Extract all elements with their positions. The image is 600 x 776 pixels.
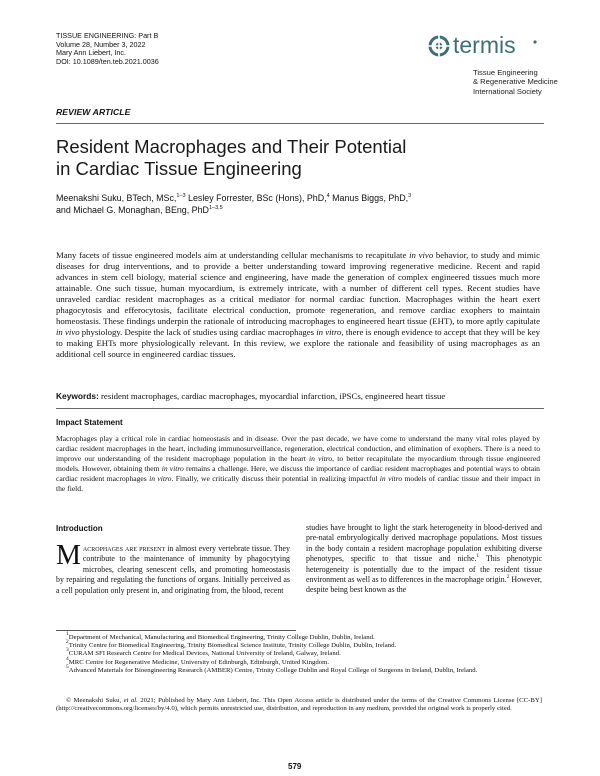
- affiliation-1: [56, 631, 544, 642]
- title-line-1: Resident Macrophages and Their Potential: [56, 136, 407, 157]
- affiliation-text: Advanced Materials for Bioengineering Research (AMBER) Centre, Trinity College Dublin and Royal College of Surgeons in Ireland, Dublin, Ireland.: [68, 666, 478, 674]
- impact-italic: in vitro: [309, 453, 333, 463]
- impact-text: models of cardiac tissue and their impact in the field.: [56, 473, 540, 493]
- author-1: Meenakshi Suku, BTech, MSc,: [56, 193, 177, 203]
- logo-caption: [473, 68, 558, 96]
- author-3-affil: 3: [408, 193, 412, 199]
- termis-emblem-icon: [428, 35, 450, 57]
- impact-text: Macrophages play a critical role in cardiac homeostasis and in disease. Over the past decade, we have come to understand the many vital roles played by cardiac resident macrophages in the heart, including immunosurveillance, regeneration, electrical conduction, and elimination of exophers. There is a need to improve our understanding of the resident macrophage population in the heart: [56, 434, 540, 463]
- affiliation-3: [56, 647, 544, 658]
- termis-wordmark: termis: [453, 34, 516, 58]
- impact-italic: in vitro: [161, 463, 184, 473]
- journal-publisher: Mary Ann Liebert, Inc.: [56, 48, 126, 58]
- journal-doi: DOI: 10.1089/ten.teb.2021.0036: [56, 56, 159, 66]
- journal-volume: Volume 28, Number 3, 2022: [56, 39, 146, 49]
- abstract-italic: in vivo: [56, 326, 80, 337]
- author-2: Lesley Forrester, BSc (Hons), PhD,: [185, 193, 327, 203]
- logo-line-3: International Society: [473, 86, 542, 96]
- header-rule: [56, 123, 544, 124]
- logo-line-1: Tissue Engineering: [473, 68, 538, 77]
- article-type: REVIEW ARTICLE: [56, 107, 131, 117]
- footnote-rule: [56, 630, 296, 631]
- journal-info: [56, 32, 159, 66]
- page-number: 579: [288, 762, 302, 771]
- journal-name: TISSUE ENGINEERING: Part B: [56, 31, 159, 40]
- abstract-text: behavior, to study and mimic diseases for drug interventions, and to provide a better understanding toward improving regenerative medicine. Recent and rapid advances in stem cell biology, material science and engineering, have made the generation of complex engineered tissues much more attainable. One such tissue, human myocardium, is extremely intricate, with a number of different cell types. Recent studies have unraveled cardiac resident macrophages as a critical mediator for normal cardiac function. Macrophages within the heart exert phagocytosis and efferocytosis, facilitate electrical conduction, promote regeneration, and remove cardiac exophers to maintain homeostasis. These findings underpin the rationale of introducing macrophages to engineered heart tissue (EHT), to more aptly capitulate: [56, 250, 540, 326]
- affiliation-number: 4: [66, 655, 69, 662]
- abstract-italic: in vitro: [316, 326, 342, 337]
- intro-column-1: [56, 540, 290, 596]
- keywords-label: Keywords:: [56, 391, 99, 401]
- abstract-text: physiology. Despite the lack of studies using cardiac macrophages: [79, 326, 317, 337]
- affiliation-number: 5: [66, 663, 69, 670]
- keywords-rule: [56, 408, 544, 409]
- abstract-italic: in vivo: [409, 250, 434, 260]
- author-4-affil: 1–3,5: [208, 205, 223, 211]
- license-notice: [56, 697, 542, 713]
- abstract: [56, 250, 540, 360]
- affiliations: [56, 631, 544, 675]
- author-1-affil: 1–3: [176, 193, 186, 199]
- affiliation-text: Trinity Centre for Biomedical Engineering, Trinity Biomedical Science Institute, Trinity College Dublin, Dublin, Ireland.: [68, 642, 397, 650]
- author-2-affil: 4: [326, 193, 330, 199]
- keywords-text: resident macrophages, cardiac macrophages, myocardial infarction, iPSCs, engineered heart tissue: [98, 391, 446, 401]
- introduction-heading: Introduction: [56, 524, 103, 533]
- citation: 1: [476, 553, 480, 560]
- impact-italic: in vitro: [379, 473, 403, 483]
- affiliation-number: 1: [66, 631, 69, 637]
- title-line-2: in Cardiac Tissue Engineering: [56, 157, 302, 179]
- impact-italic: in vitro: [149, 473, 172, 483]
- drop-cap: M: [56, 540, 81, 571]
- license-italic: et al.: [123, 697, 138, 704]
- intro-text: However, despite being best known as the: [306, 575, 542, 595]
- author-3: Manus Biggs, PhD,: [329, 193, 409, 203]
- affiliation-text: MRC Centre for Regenerative Medicine, University of Edinburgh, Edinburgh, United Kingdom.: [68, 658, 330, 666]
- keywords: [56, 391, 544, 401]
- intro-text: This phenotypic heterogeneity is potentially due to the impact of the resident tissue environment as well as to differences in the macrophage origin.: [306, 554, 542, 585]
- logo-line-2: & Regenerative Medicine: [473, 77, 558, 87]
- impact-statement: [56, 434, 540, 494]
- intro-text: studies have brought to light the stark heterogeneity in blood-derived and pre-natal embryologically derived macrophage populations. Most tissues in the body contain a resident macrophage population exhibiting diverse phenotypes, specific to that tissue and niche.: [306, 523, 542, 564]
- impact-text: . Finally, we critically discuss their potential in realizing impactful: [171, 473, 380, 483]
- intro-smallcaps: acrophages are present: [82, 544, 166, 553]
- impact-heading: Impact Statement: [56, 418, 123, 427]
- affiliation-5: [56, 663, 544, 675]
- article-title: [56, 136, 406, 179]
- intro-column-2: [306, 523, 542, 596]
- citation: 2: [506, 574, 510, 581]
- affiliation-text: CURAM SFI Research Centre for Medical Devices, National University of Ireland, Galway, Ireland.: [68, 650, 341, 658]
- abstract-text: Many facets of tissue engineered models aim at understanding cellular mechanisms to recapitulate: [56, 250, 410, 260]
- impact-text: remains a challenge. Here, we discuss the importance of cardiac resident macrophages and potential ways to obtain cardiac resident macrophages: [56, 463, 540, 483]
- abstract-text: , there is enough evidence to accept that they will be key to making EHTs more physiologically relevant. In this review, we explore the rationale and feasibility of using macrophages as an additional cell source in engineered cardiac tissues.: [56, 326, 540, 359]
- intro-text: in almost every vertebrate tissue. They contribute to the maintenance of immunity by phagocytying microbes, clearing senescent cells, and promoting homeostasis by repairing and regulating the functions of organs. Initially perceived as a cell population only present in, and originating from, the blood, recent: [56, 544, 290, 595]
- author-4: and Michael G. Monaghan, BEng, PhD: [56, 205, 209, 215]
- author-list: [56, 192, 536, 216]
- affiliation-number: 2: [66, 639, 69, 646]
- impact-text: , to better recapitulate the myocardium through tissue engineered models. However, obtaining them: [56, 453, 540, 473]
- license-text: 2021; Published by Mary Ann Liebert, Inc. This Open Access article is distributed under the terms of the Creative Commons License [CC-BY] (http://creativecommons.org/licenses/by/4.0), which permits unrestricted use, distribution, and reproduction in any medium, provided the original work is properly cited.: [56, 697, 543, 713]
- affiliation-text: Department of Mechanical, Manufacturing and Biomedical Engineering, Trinity College Dublin, Dublin, Ireland.: [68, 634, 375, 641]
- affiliation-number: 3: [66, 647, 69, 654]
- license-text: © Meenakshi Suku,: [66, 697, 124, 704]
- affiliation-4: [56, 655, 544, 667]
